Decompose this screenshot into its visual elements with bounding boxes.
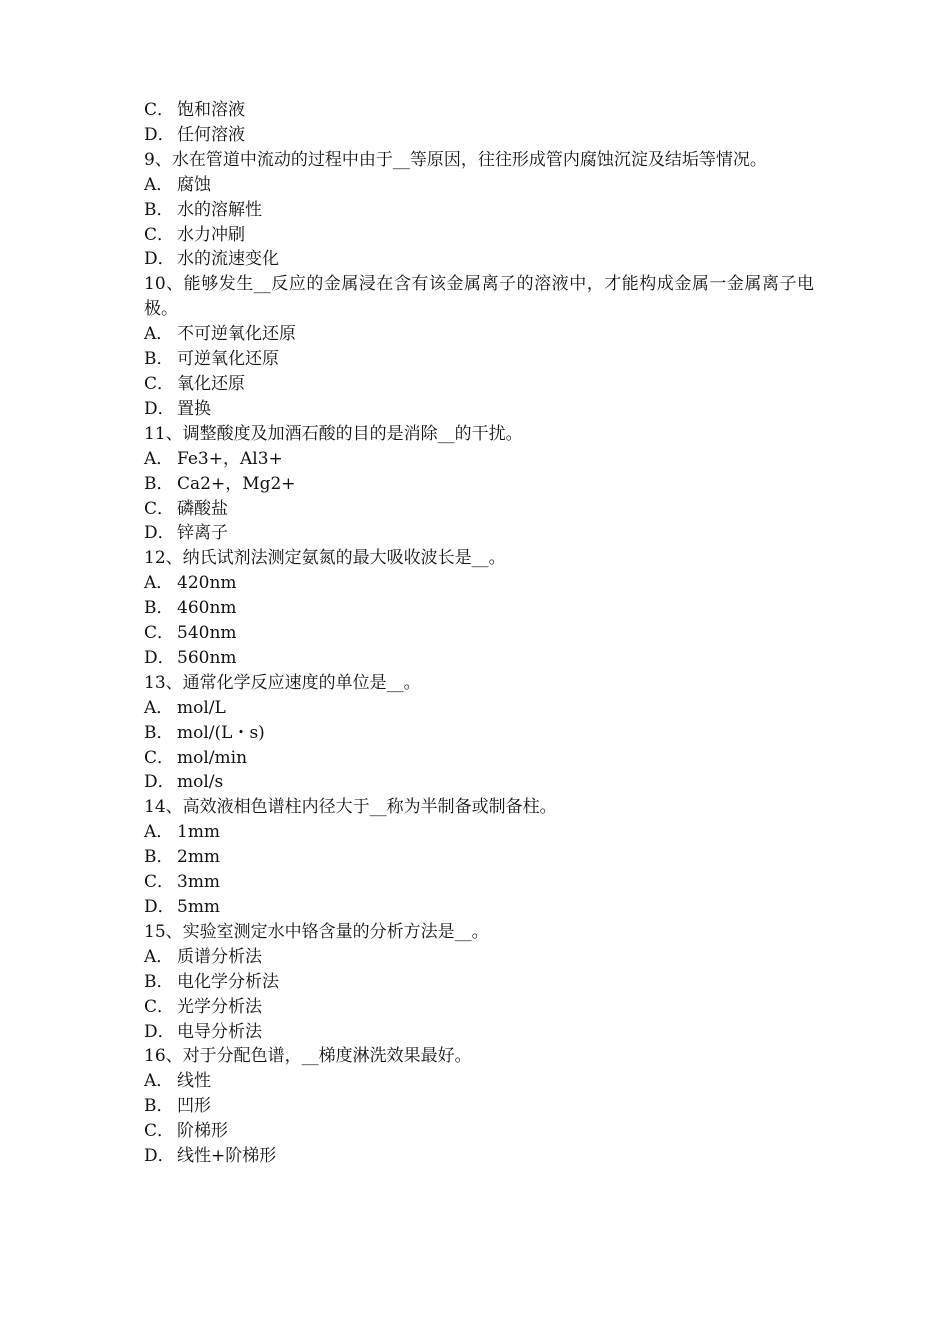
option-text: 水的流速变化 [177, 249, 279, 270]
answer-option [144, 1069, 814, 1094]
option-text: 水的溶解性 [177, 199, 262, 220]
option-letter: D． [144, 398, 175, 419]
option-text: Fe3+，Al3+ [177, 448, 283, 469]
option-text: 可逆氧化还原 [177, 349, 279, 370]
answer-option [144, 870, 814, 895]
answer-option [144, 372, 814, 397]
option-letter: C． [144, 100, 175, 120]
option-text: 5mm [177, 897, 221, 917]
answer-option [144, 1119, 814, 1144]
option-text: 阶梯形 [177, 1121, 228, 1142]
option-letter: B． [144, 722, 174, 743]
answer-option [144, 497, 814, 522]
option-letter: D． [144, 897, 175, 917]
option-letter: A． [144, 697, 174, 718]
question-stem: 9、水在管道中流动的过程中由于__等原因，往往形成管内腐蚀沉淀及结垢等情况。 [144, 149, 767, 170]
document-page [144, 98, 814, 1169]
question-stem: 16、对于分配色谱，__梯度淋洗效果最好。 [144, 1046, 472, 1067]
answer-option [144, 322, 814, 347]
answer-option [144, 521, 814, 546]
option-text: 任何溶液 [177, 124, 245, 145]
answer-option [144, 995, 814, 1020]
option-letter: B． [144, 971, 174, 992]
option-letter: A． [144, 822, 174, 843]
option-letter: A． [144, 573, 174, 594]
option-letter: D． [144, 1146, 175, 1167]
option-letter: C． [144, 996, 175, 1017]
answer-option [144, 98, 814, 123]
answer-option [144, 895, 814, 920]
question-stem: 10、能够发生__反应的金属浸在含有该金属离子的溶液中，才能构成金属一金属离子电极。 [144, 274, 814, 320]
option-letter: D． [144, 124, 175, 145]
option-text: 不可逆氧化还原 [177, 324, 296, 345]
option-text: mol/L [177, 697, 226, 718]
answer-option [144, 1020, 814, 1045]
option-text: mol/(L・s) [177, 722, 265, 743]
option-text: 置换 [177, 398, 211, 419]
option-letter: B． [144, 199, 174, 220]
option-text: 磷酸盐 [177, 498, 228, 519]
answer-option [144, 820, 814, 845]
option-letter: C． [144, 747, 175, 768]
question-stem: 13、通常化学反应速度的单位是__。 [144, 672, 421, 693]
option-text: 质谱分析法 [177, 946, 262, 967]
answer-option [144, 945, 814, 970]
option-text: mol/s [177, 772, 224, 793]
option-text: 560nm [177, 647, 237, 668]
answer-option [144, 770, 814, 795]
answer-option [144, 596, 814, 621]
option-text: 氧化还原 [177, 373, 245, 394]
option-text: 锌离子 [177, 523, 228, 544]
answer-option [144, 621, 814, 646]
answer-option [144, 397, 814, 422]
option-letter: D． [144, 1021, 175, 1042]
option-letter: B． [144, 1096, 174, 1117]
option-letter: C． [144, 1121, 175, 1142]
option-text: 光学分析法 [177, 996, 262, 1017]
option-letter: A． [144, 946, 174, 967]
option-text: 水力冲刷 [177, 224, 245, 245]
option-text: 线性 [177, 1071, 211, 1092]
answer-option [144, 845, 814, 870]
option-letter: C． [144, 224, 175, 245]
answer-option [144, 247, 814, 272]
option-letter: B． [144, 847, 174, 868]
answer-option [144, 696, 814, 721]
option-letter: B． [144, 473, 174, 494]
option-text: 1mm [177, 822, 221, 843]
option-text: 电化学分析法 [177, 971, 279, 992]
option-text: 凹形 [177, 1096, 211, 1117]
question-stem: 15、实验室测定水中铬含量的分析方法是__。 [144, 921, 489, 942]
answer-option [144, 721, 814, 746]
answer-option [144, 447, 814, 472]
option-letter: A． [144, 174, 174, 195]
answer-option [144, 970, 814, 995]
option-text: 电导分析法 [177, 1021, 262, 1042]
option-letter: A． [144, 324, 174, 345]
answer-option [144, 746, 814, 771]
option-text: 线性+阶梯形 [177, 1146, 277, 1167]
option-text: mol/min [177, 747, 248, 768]
answer-option [144, 223, 814, 248]
question-stem: 11、调整酸度及加酒石酸的目的是消除__的干扰。 [144, 423, 523, 444]
question-stem: 12、纳氏试剂法测定氨氮的最大吸收波长是__。 [144, 548, 506, 569]
option-text: 饱和溶液 [177, 100, 245, 120]
option-text: 2mm [177, 847, 221, 868]
answer-option [144, 347, 814, 372]
option-text: 3mm [177, 872, 221, 893]
option-letter: B． [144, 349, 174, 370]
option-letter: D． [144, 523, 175, 544]
option-letter: C． [144, 498, 175, 519]
option-text: 420nm [177, 573, 237, 594]
option-text: 460nm [177, 598, 237, 619]
option-letter: D． [144, 647, 175, 668]
answer-option [144, 123, 814, 148]
option-text: 540nm [177, 623, 237, 644]
option-text: Ca2+，Mg2+ [177, 473, 296, 494]
option-text: 腐蚀 [177, 174, 211, 195]
option-letter: A． [144, 1071, 174, 1092]
answer-option [144, 1094, 814, 1119]
option-letter: B． [144, 598, 174, 619]
answer-option [144, 173, 814, 198]
answer-option [144, 472, 814, 497]
answer-option [144, 1144, 814, 1169]
option-letter: C． [144, 373, 175, 394]
option-letter: A． [144, 448, 174, 469]
answer-option [144, 198, 814, 223]
answer-option [144, 646, 814, 671]
option-letter: C． [144, 872, 175, 893]
option-letter: C． [144, 623, 175, 644]
option-letter: D． [144, 772, 175, 793]
option-letter: D． [144, 249, 175, 270]
question-stem: 14、高效液相色谱柱内径大于__称为半制备或制备柱。 [144, 797, 557, 818]
answer-option [144, 571, 814, 596]
